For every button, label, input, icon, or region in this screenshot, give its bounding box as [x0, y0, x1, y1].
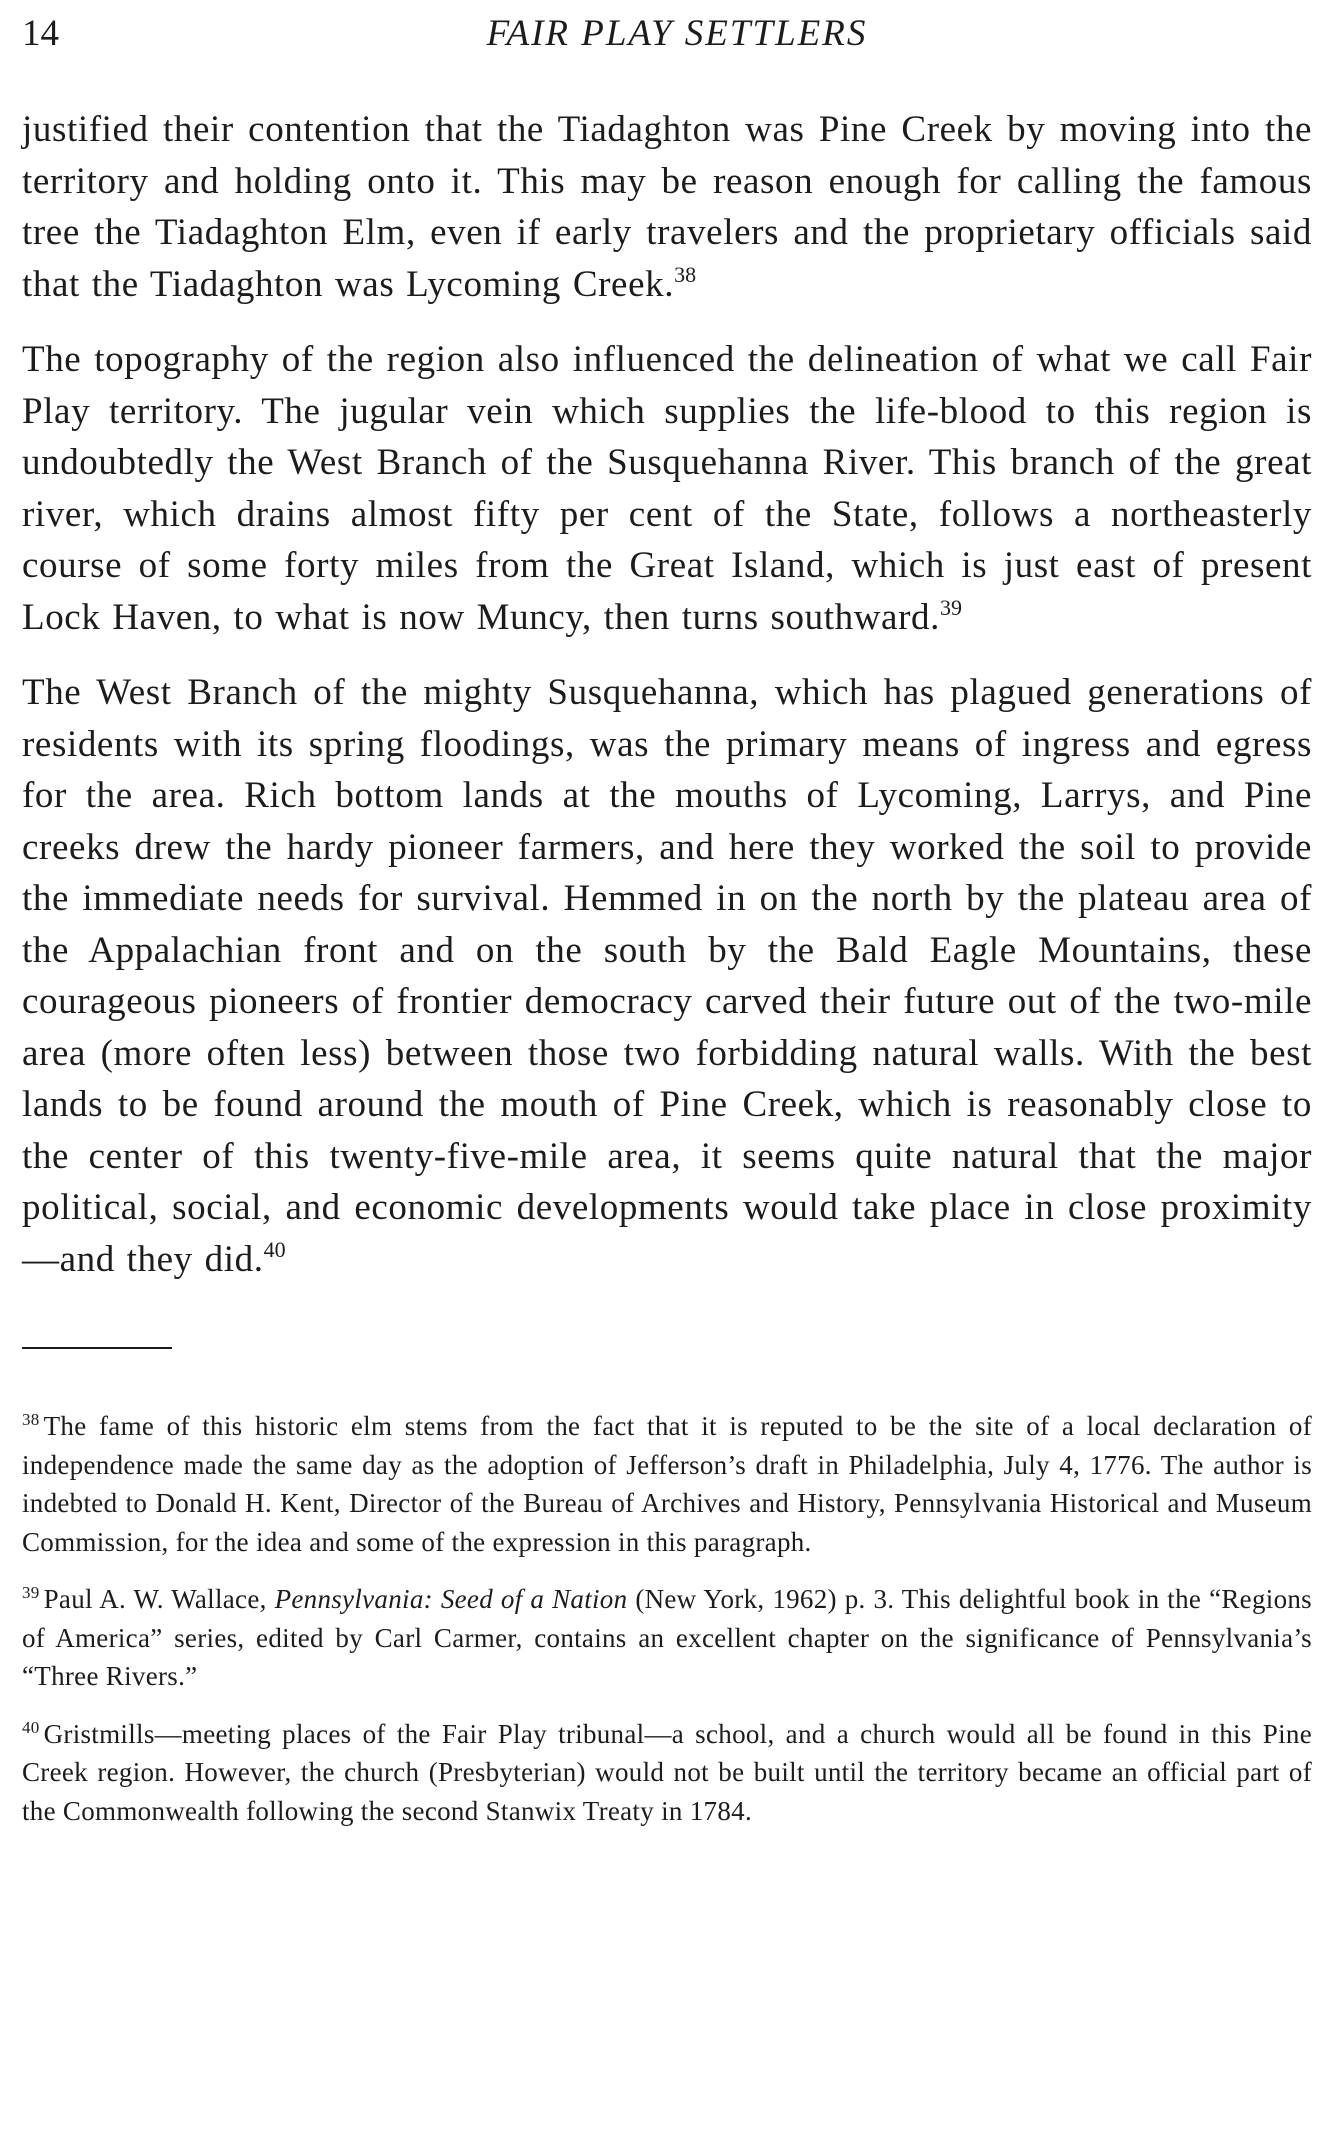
footnote-40-text: Gristmills—meeting places of the Fair Play tribunal—a school, and a church would all be found in this Pine Creek region. However, the church (Presbyterian) would not be built until the territory became an official part of the Commonwealth following the second Stanwix Treaty in 1784.	[22, 1718, 1312, 1826]
page-number: 14	[22, 13, 59, 54]
paragraph-2-text: The topography of the region also influenced the delineation of what we call Fair Play territory. The jugular vein which supplies the life-blood to this region is undoubtedly the West Branch of the Susquehanna River. This branch of the great river, which drains almost fifty per cent of the State, follows a northeasterly course of some forty miles from the Great Island, which is just east of present Lock Haven, to what is now Muncy, then turns southward.	[22, 339, 1312, 638]
body-text	[22, 104, 1312, 1285]
footnote-39-author: Paul A. W. Wallace,	[43, 1584, 267, 1614]
footnote-40	[22, 1715, 1312, 1831]
footnote-39	[22, 1580, 1312, 1696]
footnote-mark-40: 40	[22, 1717, 40, 1737]
footnote-ref-39: 39	[939, 594, 962, 620]
paragraph-3	[22, 667, 1312, 1285]
footnote-38-text: The fame of this historic elm stems from the fact that it is reputed to be the site of a local declaration of independence made the same day as the adoption of Jefferson’s draft in Philadelphia, July 4, 1776. The author is indebted to Donald H. Kent, Director of the Bureau of Archives and History, Pennsylvania Historical and Museum Commission, for the idea and some of the expression in this paragraph.	[22, 1411, 1312, 1557]
page-header	[22, 10, 1312, 58]
book-page	[22, 10, 1312, 1849]
footnote-ref-38: 38	[674, 261, 697, 287]
paragraph-1-text: justified their contention that the Tiadaghton was Pine Creek by moving into the territory and holding onto it. This may be reason enough for calling the famous tree the Tiadaghton Elm, even if early travelers and the proprietary officials said that the Tiadaghton was Lycoming Creek.	[22, 109, 1312, 305]
footnote-38	[22, 1407, 1312, 1561]
footnote-mark-38: 38	[22, 1410, 40, 1429]
footnote-39-rest: (New York, 1962) p. 3. This delightful book in the “Regions of America” series, edited by Carl Carmer, contains an excellent chapter on the significance of Pennsylvania’s “Three Rivers.”	[22, 1584, 1312, 1691]
footnotes	[22, 1407, 1312, 1830]
footnote-ref-40: 40	[263, 1236, 286, 1262]
paragraph-1	[22, 104, 1312, 310]
running-title: FAIR PLAY SETTLERS	[486, 13, 868, 54]
footnote-divider	[22, 1347, 172, 1349]
paragraph-3-text: The West Branch of the mighty Susquehanna, which has plagued generations of residents with its spring floodings, was the primary means of ingress and egress for the area. Rich bottom lands at the mouths of Lycoming, Larrys, and Pine creeks drew the hardy pioneer farmers, and here they worked the soil to provide the immediate needs for survival. Hemmed in on the north by the plateau area of the Appalachian front and on the south by the Bald Eagle Mountains, these courageous pioneers of frontier democracy carved their future out of the two-mile area (more often less) between those two forbidding natural walls. With the best lands to be found around the mouth of Pine Creek, which is reasonably close to the center of this twenty-five-mile area, it seems quite natural that the major political, social, and economic developments would take place in close proximity—and they did.	[22, 672, 1312, 1280]
footnote-39-book-title: Pennsylvania: Seed of a Nation	[274, 1584, 628, 1614]
paragraph-2	[22, 334, 1312, 643]
footnote-mark-39: 39	[22, 1583, 40, 1602]
